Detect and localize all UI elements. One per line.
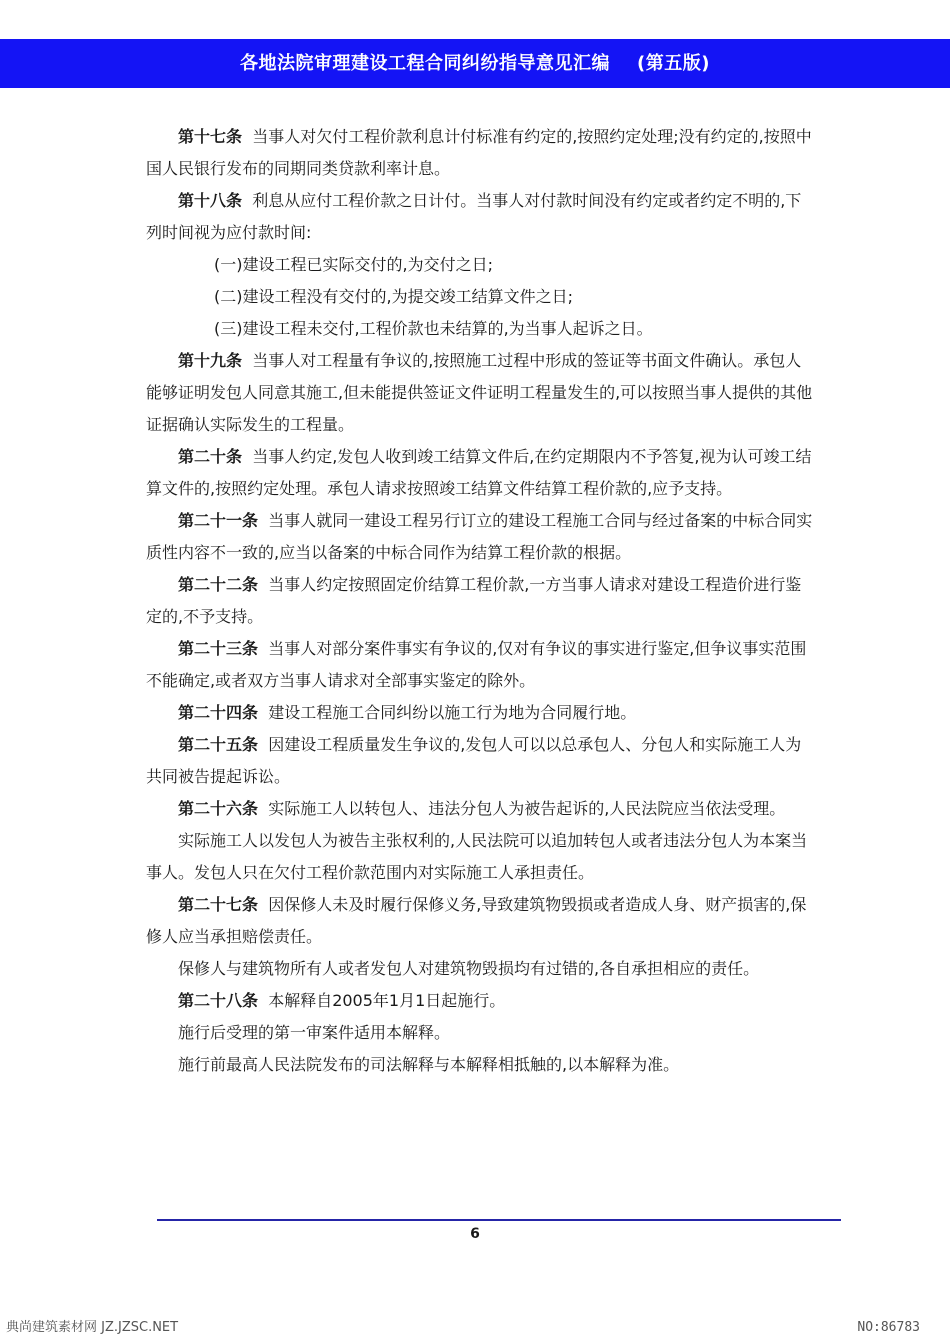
article-label: 第二十四条: [178, 703, 259, 722]
article-text: 实际施工人以发包人为被告主张权利的,人民法院可以追加转包人或者违法分包人为本案当事人。发包人只在欠付工程价款范围内对实际施工人承担责任。: [146, 831, 808, 882]
article-text: 当事人约定按照固定价结算工程价款,一方当事人请求对建设工程造价进行鉴定的,不予支持。: [146, 575, 802, 626]
paragraph: [146, 249, 816, 281]
article-paragraph: [146, 889, 816, 953]
article-paragraph: [146, 345, 816, 441]
article-paragraph: [146, 633, 816, 697]
article-label: 第二十七条: [178, 895, 259, 914]
watermark-id: NO:86783: [857, 1320, 920, 1335]
article-label: 第二十条: [178, 447, 243, 466]
paragraph: [146, 313, 816, 345]
paragraph: [146, 825, 816, 889]
article-text: (二)建设工程没有交付的,为提交竣工结算文件之日;: [214, 287, 573, 306]
article-paragraph: [146, 569, 816, 633]
article-text: 施行后受理的第一审案件适用本解释。: [178, 1023, 451, 1042]
article-paragraph: [146, 441, 816, 505]
article-text: 因建设工程质量发生争议的,发包人可以以总承包人、分包人和实际施工人为共同被告提起诉讼。: [146, 735, 802, 786]
article-text: 施行前最高人民法院发布的司法解释与本解释相抵触的,以本解释为准。: [178, 1055, 680, 1074]
article-text: 本解释自2005年1月1日起施行。: [258, 991, 506, 1010]
article-text: 当事人对欠付工程价款利息计付标准有约定的,按照约定处理;没有约定的,按照中国人民银行发布的同期同类贷款利率计息。: [146, 127, 812, 178]
paragraph: [146, 1049, 816, 1081]
article-label: 第二十八条: [178, 991, 259, 1010]
article-text: 利息从应付工程价款之日计付。当事人对付款时间没有约定或者约定不明的,下列时间视为应付款时间:: [146, 191, 802, 242]
article-text: 实际施工人以转包人、违法分包人为被告起诉的,人民法院应当依法受理。: [258, 799, 786, 818]
article-paragraph: [146, 985, 816, 1017]
article-text: 当事人对工程量有争议的,按照施工过程中形成的签证等书面文件确认。承包人能够证明发包人同意其施工,但未能提供签证文件证明工程量发生的,可以按照当事人提供的其他证据确认实际发生的工程量。: [146, 351, 813, 434]
article-text: 因保修人未及时履行保修义务,导致建筑物毁损或者造成人身、财产损害的,保修人应当承担赔偿责任。: [146, 895, 807, 946]
article-text: 当事人对部分案件事实有争议的,仅对有争议的事实进行鉴定,但争议事实范围不能确定,或者双方当事人请求对全部事实鉴定的除外。: [146, 639, 807, 690]
paragraph: [146, 953, 816, 985]
document-body: [146, 121, 816, 1081]
article-paragraph: [146, 697, 816, 729]
article-text: 当事人就同一建设工程另行订立的建设工程施工合同与经过备案的中标合同实质性内容不一致的,应当以备案的中标合同作为结算工程价款的根据。: [146, 511, 813, 562]
article-text: (三)建设工程未交付,工程价款也未结算的,为当事人起诉之日。: [214, 319, 653, 338]
article-text: 当事人约定,发包人收到竣工结算文件后,在约定期限内不予答复,视为认可竣工结算文件的,按照约定处理。承包人请求按照竣工结算文件结算工程价款的,应予支持。: [146, 447, 812, 498]
article-paragraph: [146, 121, 816, 185]
article-label: 第二十二条: [178, 575, 259, 594]
article-label: 第二十三条: [178, 639, 259, 658]
article-paragraph: [146, 185, 816, 249]
article-label: 第二十一条: [178, 511, 259, 530]
article-text: (一)建设工程已实际交付的,为交付之日;: [214, 255, 493, 274]
footer-divider: [157, 1219, 841, 1221]
article-label: 第十七条: [178, 127, 243, 146]
article-text: 建设工程施工合同纠纷以施工行为地为合同履行地。: [258, 703, 637, 722]
article-paragraph: [146, 505, 816, 569]
article-label: 第二十六条: [178, 799, 259, 818]
article-label: 第十八条: [178, 191, 243, 210]
article-label: 第二十五条: [178, 735, 259, 754]
document-title: 各地法院审理建设工程合同纠纷指导意见汇编 (第五版): [239, 53, 711, 74]
paragraph: [146, 281, 816, 313]
article-text: 保修人与建筑物所有人或者发包人对建筑物毁损均有过错的,各自承担相应的责任。: [178, 959, 760, 978]
page-number: 6: [470, 1226, 480, 1242]
paragraph: [146, 1017, 816, 1049]
watermark-site-name: 典尚建筑素材网 JZ.JZSC.NET: [6, 1320, 179, 1335]
article-paragraph: [146, 793, 816, 825]
article-paragraph: [146, 729, 816, 793]
article-label: 第十九条: [178, 351, 243, 370]
